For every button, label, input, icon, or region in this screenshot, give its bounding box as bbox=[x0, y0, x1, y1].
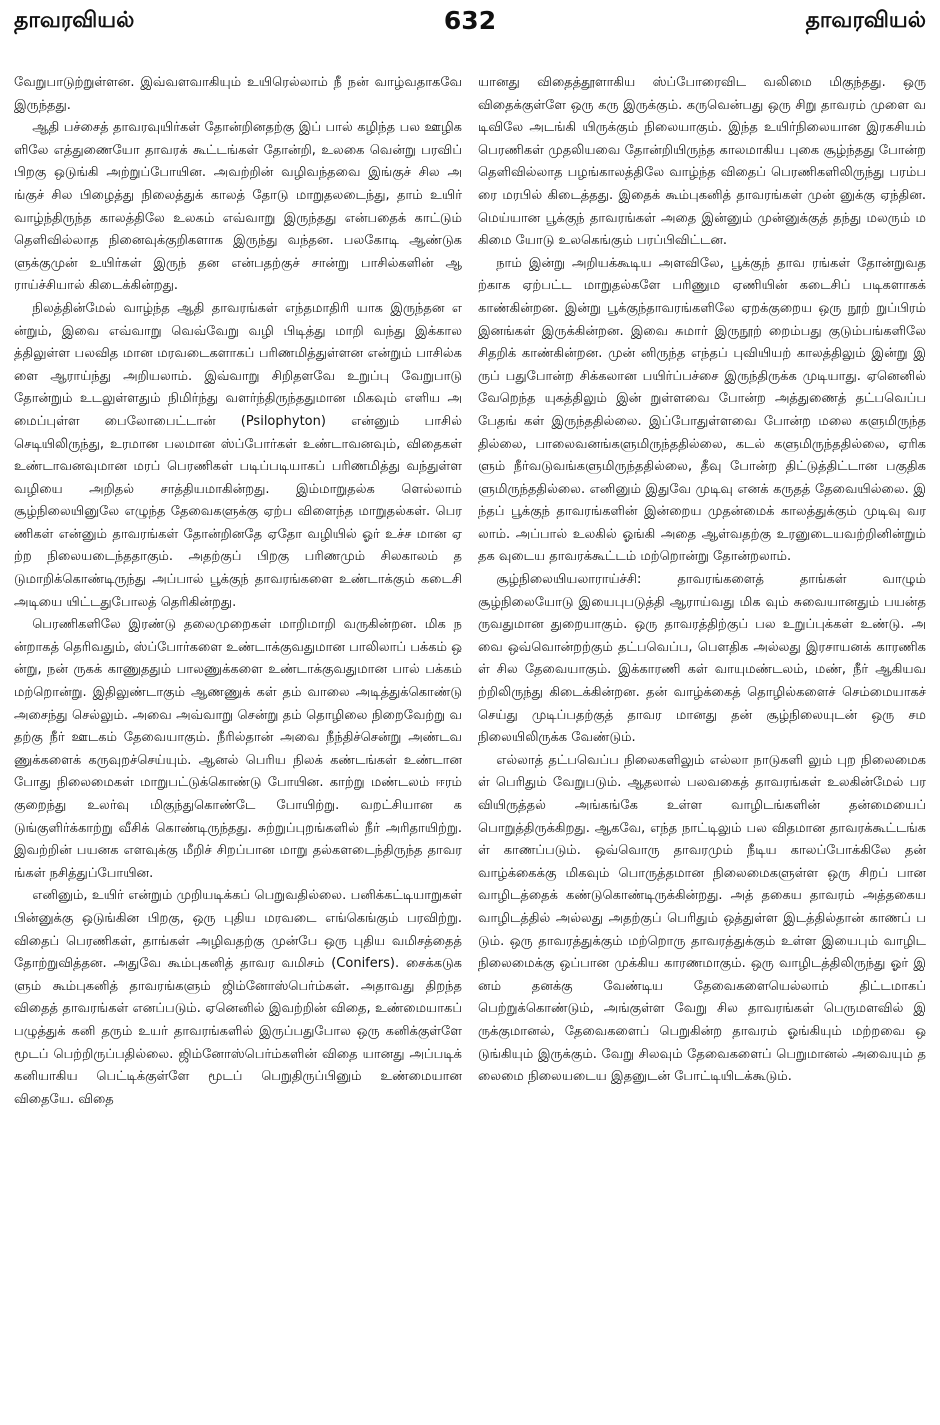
paragraph: வேறுபாடுற்றுள்ளன. இவ்வளவாகியும் உயிரெல்லாம் நீ நன் வாழ்வதாகவே இருந்தது. bbox=[14, 75, 462, 113]
paragraph: பெரணிகளிலே இரண்டு தலைமுறைகள் மாறிமாறி வருகின்றன. மிக நன்றாகத் தெரிவதும், ஸ்ப்போர்களை உண்டாக்குவதுமான பாலிலாப் பக்கம் ஒன்று, நன் ருகக் காணுததும் பாலணுக்களை உண்டாக்குவதுமான பால் பக்கம் மற்றொன்று. இதிலுண்டாகும் ஆணணுக் கள் தம் வாலை அடித்துக்கொண்டு அசைந்து செல்லும். அவை அவ்வாறு சென்று தம் தொழிலை நிறைவேற்று வதற்கு நீர் ஊடகம் தேவையாகும். நீரில்தான் அவை நீந்திச்சென்று அண்டவணுக்களைக் கருவுறச்செய்யும். ஆனல் பெரிய நிலக் கண்டங்கள் உண்டானபோது நிலைமைகள் மாறுபட்டுக்கொண்டு போயின. காற்று மண்டலம் ஈரம் குறைந்து உலர்வு மிகுந்துகொண்டே போயிற்று. வறட்சியான கடுங்குளிர்க்காற்று வீசிக் கொண்டிருந்தது. சுற்றுப்புறங்களில் நீர் அரிதாயிற்று. இவற்றின் பயனக எளவுக்கு மீறிச் சிறப்பான மாறு தல்களடைந்திருந்த தாவரங்கள் நசித்துப்போயின. bbox=[14, 617, 462, 881]
running-head-right: தாவரவியல் bbox=[805, 8, 926, 33]
paragraph: சூழ்நிலையியலாராய்ச்சி: தாவரங்களைத் தாங்கள் வாழும் சூழ்நிலையோடு இயைபுபடுத்தி ஆராய்வது மிக வும் சுவையானதும் பயன்தருவதுமான துறையாகும். ஒரு தாவரத்திற்குப் பல உறுப்புக்கள் உண்டு. அவை ஒவ்வொன்றற்கும் தட்பவெப்ப, பௌதிக அல்லது இரசாயனக் காரணிகள் சில தேவையாகும். இக்காரணி கள் வாயுமண்டலம், மண், நீர் ஆகியவற்றிலிருந்து கிடைக்கின்றன. தன் வாழ்க்கைத் தொழில்களைச் செம்மையாகச் செய்து முடிப்பதற்குத் தாவர மானது தன் சூழ்நிலையுடன் ஒரு சமநிலையிலிருக்க வேண்டும். bbox=[478, 572, 926, 746]
left-column bbox=[14, 72, 462, 1412]
page-number: 632 bbox=[443, 6, 497, 35]
right-column bbox=[478, 72, 926, 1412]
paragraph: ஆதி பச்சைத் தாவரவுயிர்கள் தோன்றினதற்கு இப் பால் கழிந்த பல ஊழிகளிலே எத்துணையோ தாவரக் கூட்டங்கள் தோன்றி, உலகை வென்று பரவிப் பிறகு ஒடுங்கி அற்றுப்போயின. அவற்றின் வழிவந்தவை இங்குச் சில அங்குச் சில பிழைத்து நிலைத்துக் காலத் தோடு மாறுதலடைந்து, தாம் உயிர் வாழ்ந்திருந்த காலத்திலே உலகம் எவ்வாறு இருந்தது என்பதைக் காட்டும் தெளிவில்லாத நினைவுக்குறிகளாக இருந்து வந்தன. பலகோடி ஆண்டுகளுக்குமுன் உயிர்கள் இருந் தன என்பதற்குச் சான்று பாசில்களின் ஆராய்ச்சியால் கிடைக்கின்றது. bbox=[14, 120, 462, 294]
paragraph: எனினும், உயிர் என்றும் முறியடிக்கப் பெறுவதில்லை. பனிக்கட்டியாறுகள் பின்னுக்கு ஒடுங்கின பிறகு, ஒரு புதிய மரவடை எங்கெங்கும் பரவிற்று. விதைப் பெரணிகள், தாங்கள் அழிவதற்கு முன்பே ஒரு புதிய வமிசத்தைத் தோற்றுவித்தன. அதுவே கூம்புகனித் தாவர வமிசம் (Conifers). சைக்கடுகளும் கூம்புகனித் தாவரங்களும் ஜிம்னோஸ்பெர்ம்கள். அதாவது திறந்த விதைத் தாவரங்கள் எனப்படும். ஏனெனில் இவற்றின் விதை, உண்மையாகப் பழுத்துக் கனி தரும் உயர் தாவரங்களில் இருப்பதுபோல ஒரு கனிக்குள்ளே மூடப் பெற்றிருப்பதில்லை. ஜிம்னோஸ்பெர்ம்களின் விதை யானது அப்படிக் கனியாகிய பெட்டிக்குள்ளே மூடப் பெறுதிருப்பினும் உண்மையான விதையே. விதை bbox=[14, 888, 462, 1107]
paragraph: யானது விதைத்தூளாகிய ஸ்ப்போரைவிட வலிமை மிகுந்தது. ஒரு விதைக்குள்ளே ஒரு கரு இருக்கும். கருவென்பது ஒரு சிறு தாவரம் முளை வடிவிலே அடங்கி யிருக்கும் நிலையாகும். இந்த உயிர்நிலையான இரகசியம் பெரணிகள் முதலியவை தோன்றியிருந்த காலமாகிய புகை சூழ்ந்தது போன்ற தெளிவில்லாத பழங்காலத்திலே வாழ்ந்த விதைப் பெரணிகளிலிருந்து பரம்பரை மரபில் கிடைத்தது. இதைக் கூம்புகனித் தாவரங்கள் முன் னுக்கு ஏந்தின. மெய்யான பூக்குந் தாவரங்கள் அதை இன்னும் முன்னுக்குத் தந்து மலரும் மகிமை யோடு உலகெங்கும் பரப்பிவிட்டன. bbox=[478, 75, 926, 249]
running-head-left: தாவரவியல் bbox=[14, 8, 135, 33]
paragraph: நிலத்தின்மேல் வாழ்ந்த ஆதி தாவரங்கள் எந்தமாதிரி யாக இருந்தன என்றும், இவை எவ்வாறு வெவ்வேறு வழி பிடித்து மாறி வந்து இக்காலத்திலுள்ள பலவித மான மரவடைகளாகப் பரிணமித்துள்ளன என்றும் பாசில்களை ஆராய்ந்து அறியலாம். இவ்வாறு சிறிதளவே உறுப்பு வேறுபாடு தோன்றும் உடலுள்ளதும் நிமிர்ந்து வளர்ந்திருந்ததுமான மிகவும் எளிய அமைப்புள்ள பைலோபைட்டான் (Psilophyton) என்னும் பாசில் செடியிலிருந்து, உரமான பலமான ஸ்ப்போர்கள் உண்டாவனவும், விதைகள் உண்டாவனவுமான மரப் பெரணிகள் படிப்படியாகப் பரிணமித்து வந்துள்ள வழியை அறிதல் சாத்தியமாகின்றது. இம்மாறுதல்க ளெல்லாம் சூழ்நிலையினுலே எழுந்த தேவைகளுக்கு ஏற்ப விளைந்த மாறுதல்கள். பெரணிகள் என்னும் தாவரங்கள் தோன்றினதே ஏதோ வழியில் ஓர் உச்ச மான ஏற்ற நிலையடைந்ததாகும். அதற்குப் பிறகு பரிணமும் சிலகாலம் தடுமாறிக்கொண்டிருந்து அப்பால் பூக்குந் தாவரங்களை உண்டாக்கும் கடைசி அடியை யிட்டதுபோலத் தெரிகின்றது. bbox=[14, 300, 462, 610]
paragraph: எல்லாத் தட்பவெப்ப நிலைகளிலும் எல்லா நாடுகளி லும் புற நிலைமைகள் பெரிதும் வேறுபடும். ஆதலால் பலவகைத் தாவரங்கள் உலகின்மேல் பரவியிருத்தல் அங்கங்கே உள்ள வாழிடங்களின் தன்மையைப் பொறுத்திருக்கிறது. ஆகவே, எந்த நாட்டிலும் பல விதமான தாவரக்கூட்டங்கள் காணப்படும். ஒவ்வொரு தாவரமும் நீடிய காலப்போக்கிலே தன் வாழ்க்கைக்கு மிகவும் பொருத்தமான நிலைமைகளுள்ள ஒரு சிறப் பான வாழிடத்தைக் கண்டுகொண்டிருக்கின்றது. அத் தகைய தாவரம் அத்தகைய வாழிடத்தில் அல்லது அதற்குப் பெரிதும் ஒத்துள்ள இடத்தில்தான் காணப் படும். ஒரு தாவரத்துக்கும் மற்றொரு தாவரத்துக்கும் உள்ள இயைபும் வாழிட நிலைமைக்கு ஒப்பான முக்கிய காரணமாகும். ஒரு வாழிடத்திலிருந்து ஓர் இனம் தனக்கு வேண்டிய தேவைகளையெல்லாம் திட்டமாகப் பெற்றுக்கொண்டும், அங்குள்ள வேறு சில தாவரங்கள் பெருமளவில் இருக்குமானல், தேவைகளைப் பெறுகின்ற தாவரம் ஓங்கியும் மற்றவை ஒடுங்கியும் இருக்கும். வேறு சிலவும் தேவைகளைப் பெறுமானல் அவையும் தலைமை நிலையடைய இதனுடன் போட்டியிடக்கூடும். bbox=[478, 752, 926, 1085]
paragraph: நாம் இன்று அறியக்கூடிய அளவிலே, பூக்குந் தாவ ரங்கள் தோன்றுவதற்காக ஏற்பட்ட மாறுதல்களே பரிணும ஏணியின் கடைசிப் படிகளாகக் காண்கின்றன. இன்று பூக்குந்தாவரங்களிலே ஏறக்குறைய ஒரு நூற் றுப்பிரம் இனங்கள் இருக்கின்றன. இவை சுமார் இருநூற் றைம்பது குடும்பங்களிலே சிதறிக் காண்கின்றன. முன் னிருந்த எந்தப் புவியியற் காலத்திலும் இன்று இருப் பதுபோன்ற சிக்கலான பயிர்ப்பச்சை இருந்திருக்க முடியாது. ஏனெனில் வேறெந்த யுகத்திலும் இன் றுள்ளவை போன்ற அத்துணைத் தட்பவெப்ப பேதங் கள் இருந்ததில்லை. இப்போதுள்ளவை போன்ற மலை களுமிருந்ததில்லை, பாலைவனங்களுமிருந்ததில்லை, கடல் களுமிருந்ததில்லை, ஏரிகளும் நீர்வடுவங்களுமிருந்ததில்லை, தீவு போன்ற திட்டுத்திட்டான பகுதிகளுமிருந்ததில்லை. எனினும் இதுவே முடிவு எனக் கருதத் தேவையில்லை. இந்தப் பூக்குந் தாவரங்களின் இன்றைய முதன்மைக் காலத்துக்கும் முடிவு வரலாம். அப்பால் உலகில் ஓங்கி அதை ஆள்வதற்கு உரனுடையவற்றினின்றும் தக வுடைய தாவரக்கூட்டம் மற்றொன்று தோன்றலாம். bbox=[478, 255, 926, 565]
